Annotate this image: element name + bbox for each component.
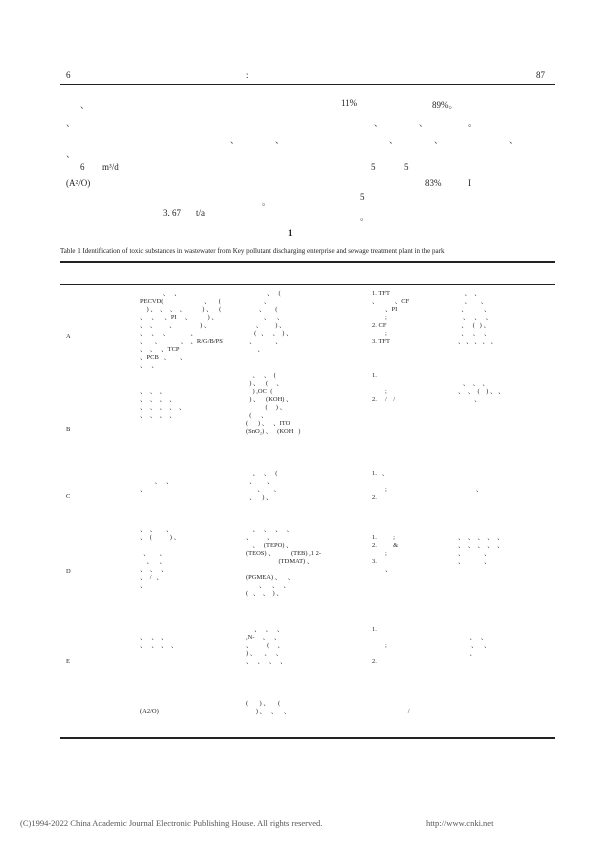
table-cell-6-col2: (A2/O) — [140, 708, 159, 715]
body-line8-a: 3. 67 — [163, 208, 181, 218]
row-label-e: E — [66, 658, 70, 665]
footer-url: http://www.cnki.net — [426, 818, 494, 828]
table-header-rule — [60, 284, 555, 285]
page-number-left: 6 — [66, 70, 71, 80]
table-caption: Table 1 Identification of toxic substances in wastewater from Key pollutant discharging enterprise and sewage treatment plant in the park — [60, 247, 445, 255]
body-line5-a: 6 — [80, 162, 85, 172]
body-line5-d: 5 — [404, 162, 409, 172]
table-cell-4-col2: 、 、 、 、 ( ) 、 、 、 、 、 、 、 、 、 / 、 、 — [140, 526, 181, 589]
body-line2-b: 、 — [374, 118, 384, 128]
table-cell-2-col2: 、 、 、 、 、 、 、 、 、 、 、 、 、 、 、 、 — [140, 388, 186, 419]
body-line3-e: 、 — [509, 135, 519, 145]
body-line1-b: 11% — [341, 98, 358, 108]
table-cell-4-col3: 、 、 、 、 、 、 、 (TEPO) 、 (TEOS) 、 (TEB) ,1 2- (TDMAT) 、 (PGMEA) 、 、 、 、 、 ( 、 、 ) 、 — [246, 526, 322, 597]
body-line5-b: m³/d — [102, 162, 119, 172]
row-label-a: A — [66, 333, 71, 340]
body-line3-b: 、 — [275, 135, 285, 145]
body-line2-c: 、 — [419, 118, 429, 128]
table-cell-1-col2: 、 、 PECVD( 、 ( ) 、 、 、 、 ) 、 ( 、 、 、PI 、 ) 、 、 、 、 ) 、 、 、 、 、 、 、 、 、R/G/B/PS 、 、 、TCP 、PCB 、 、 、 、 — [140, 290, 223, 369]
body-line8-c: 。 — [360, 212, 370, 222]
body-line8-b: t/a — [196, 208, 205, 218]
table-cell-5-col2: 、 、 、 、 、 、 、 — [140, 634, 178, 649]
header-rule — [60, 84, 555, 85]
body-line2-a: 、 — [66, 118, 76, 128]
body-line3-d: 、 — [434, 135, 444, 145]
body-line6-b: 83% — [425, 178, 442, 188]
row-label-c: C — [66, 493, 71, 500]
body-line5-c: 5 — [371, 162, 376, 172]
table-cell-1-col4: 1. TFT 、 、CF 、PI ; 2. CF ; 3. TFT — [372, 290, 410, 345]
table-top-rule — [60, 261, 555, 263]
table-cell-1-col3: 、 ( 、 、 ( 、 、 、 ) 、 ( 、 、 ) 、 、 、 、 — [249, 290, 293, 353]
body-line4-a: 、 — [66, 149, 76, 159]
table-cell-5-col5: 、 、 、 、 、 — [469, 634, 491, 657]
table-cell-6-col3: ( ) 、 ( ) 、 、 、 — [246, 700, 291, 715]
table-cell-3-col3: 、 、 ( 、 、 、 、 、 ) 、 — [249, 470, 281, 501]
body-line1-c: 89%。 — [432, 100, 458, 110]
body-line7-b: 5 — [360, 192, 365, 202]
footer-copyright: (C)1994-2022 China Academic Journal Electronic Publishing House. All rights reserved. — [20, 818, 323, 828]
table-cell-3-col4: 1. 、 ; 2. — [372, 470, 389, 501]
body-line3-a: 、 — [230, 135, 240, 145]
row-label-b: B — [66, 426, 71, 433]
table-cell-2-col3: 、 、 ( ) 、 ( 、 ) ,OC ( ) 、 (KOH) 、 ( ) 、 ( 、 ( ) 、 、ITO (SnO₂) 、 (KOH ) — [246, 372, 301, 435]
table-cell-3-col5: 、 — [475, 486, 483, 493]
table-cell-6-col4: / — [407, 708, 410, 715]
body-line2-d: 。 — [468, 118, 478, 128]
table-cell-5-col4: 1. ; 2. — [372, 626, 387, 665]
table-cell-5-col3: 、 、 、 ,N- 、 、 、 ( 、 ) 、 、 、 、 、 、 、 — [246, 626, 287, 665]
table-cell-1-col5: 、 、 、 、 、 、 、 、 、 、 ( ) 、 、 、 、 、 、 、 、 、 — [458, 290, 497, 345]
body-line6-a: (A²/O) — [66, 178, 91, 188]
table-cell-3-col2: 、 、 、 — [140, 478, 173, 493]
body-line7-a: 。 — [262, 197, 272, 207]
table-cell-2-col4: 1. ; 2. / / — [372, 372, 396, 403]
page-number-right: 87 — [536, 70, 545, 80]
table-number: 1 — [288, 228, 293, 238]
table-cell-4-col5: 、 、 、 、 、 、 、 、 、 、 、 、 、 、 — [458, 534, 504, 565]
body-line3-c: 、 — [389, 135, 399, 145]
body-line1-a: 、 — [80, 100, 90, 110]
table-cell-4-col4: 1. ; 2. & ; 3. 、 — [372, 534, 399, 573]
running-header-mark: : — [246, 70, 249, 80]
row-label-d: D — [66, 568, 71, 575]
body-line6-c: I — [468, 178, 471, 188]
table-bottom-rule — [60, 737, 555, 739]
table-cell-2-col5: 、 、 、 、 、 ( ) 、 、 、 — [458, 380, 505, 403]
